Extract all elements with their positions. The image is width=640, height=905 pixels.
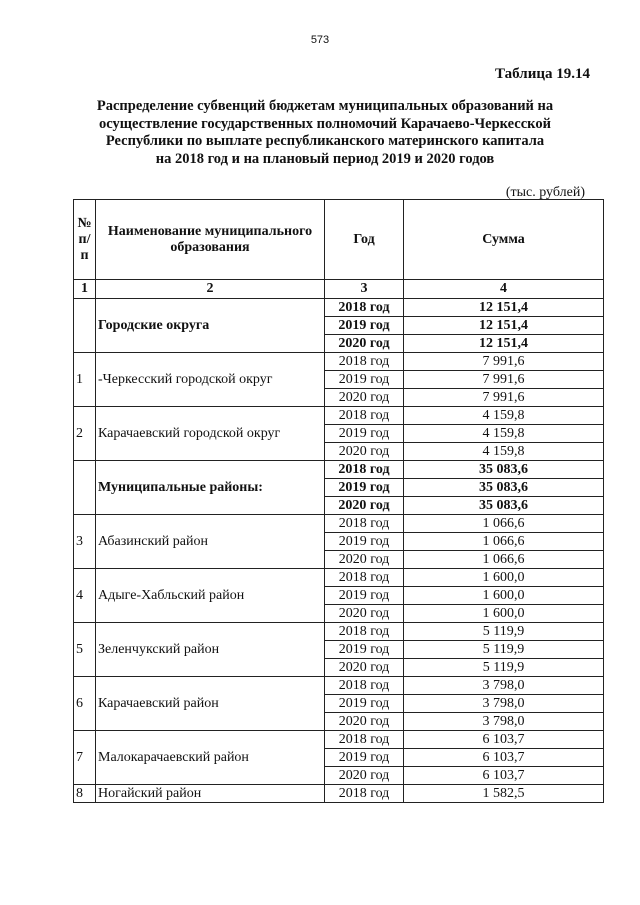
year-cell: 2020 год [325, 443, 404, 461]
municipality-name: Карачаевский городской округ [96, 407, 325, 461]
municipality-name: Городские округа [96, 299, 325, 353]
year-cell: 2018 год [325, 785, 404, 803]
year-cell: 2020 год [325, 551, 404, 569]
sum-cell: 35 083,6 [404, 497, 604, 515]
sum-cell: 3 798,0 [404, 713, 604, 731]
column-index: 2 [96, 280, 325, 299]
row-number [74, 461, 96, 515]
column-index: 4 [404, 280, 604, 299]
municipality-name: -Черкесский городской округ [96, 353, 325, 407]
year-cell: 2019 год [325, 695, 404, 713]
column-index: 3 [325, 280, 404, 299]
year-cell: 2020 год [325, 389, 404, 407]
year-cell: 2018 год [325, 299, 404, 317]
sum-cell: 12 151,4 [404, 299, 604, 317]
year-cell: 2019 год [325, 641, 404, 659]
page-number: 573 [310, 34, 330, 46]
row-number: 5 [74, 623, 96, 677]
table-header-row [74, 200, 604, 280]
sum-cell: 1 600,0 [404, 587, 604, 605]
sum-cell: 7 991,6 [404, 371, 604, 389]
column-index: 1 [74, 280, 96, 299]
year-cell: 2019 год [325, 479, 404, 497]
municipality-name: Зеленчукский район [96, 623, 325, 677]
sum-cell: 35 083,6 [404, 461, 604, 479]
sum-cell: 1 066,6 [404, 533, 604, 551]
sum-cell: 3 798,0 [404, 677, 604, 695]
year-cell: 2019 год [325, 533, 404, 551]
header-sum: Сумма [404, 200, 604, 280]
year-cell: 2018 год [325, 353, 404, 371]
sum-cell: 5 119,9 [404, 659, 604, 677]
table-row [74, 623, 604, 641]
row-number: 2 [74, 407, 96, 461]
municipality-name: Малокарачаевский район [96, 731, 325, 785]
header-year: Год [325, 200, 404, 280]
table-row [74, 785, 604, 803]
year-cell: 2019 год [325, 749, 404, 767]
subvention-table [73, 199, 604, 803]
header-number-line: п [80, 247, 89, 263]
sum-cell: 6 103,7 [404, 749, 604, 767]
year-cell: 2018 год [325, 731, 404, 749]
row-number: 6 [74, 677, 96, 731]
municipality-name: Муниципальные районы: [96, 461, 325, 515]
sum-cell: 1 582,5 [404, 785, 604, 803]
document-title [70, 98, 580, 168]
sum-cell: 1 066,6 [404, 515, 604, 533]
sum-cell: 1 600,0 [404, 569, 604, 587]
table-row [74, 461, 604, 479]
year-cell: 2019 год [325, 587, 404, 605]
sum-cell: 7 991,6 [404, 389, 604, 407]
sum-cell: 3 798,0 [404, 695, 604, 713]
sum-cell: 12 151,4 [404, 335, 604, 353]
year-cell: 2020 год [325, 767, 404, 785]
row-number: 3 [74, 515, 96, 569]
title-line: осуществление государственных полномочий Карачаево-Черкесской [99, 115, 551, 132]
year-cell: 2018 год [325, 407, 404, 425]
sum-cell: 6 103,7 [404, 767, 604, 785]
table-row [74, 731, 604, 749]
table-row [74, 299, 604, 317]
row-number: 1 [74, 353, 96, 407]
year-cell: 2019 год [325, 317, 404, 335]
sum-cell: 12 151,4 [404, 317, 604, 335]
table-row [74, 353, 604, 371]
table-row [74, 515, 604, 533]
row-number: 8 [74, 785, 96, 803]
header-number-line: п/ [78, 231, 91, 247]
title-line: Республики по выплате республиканского материнского капитала [105, 133, 545, 149]
municipality-name: Адыге-Хабльский район [96, 569, 325, 623]
sum-cell: 5 119,9 [404, 641, 604, 659]
header-number-line: № [77, 215, 92, 231]
row-number: 7 [74, 731, 96, 785]
year-cell: 2020 год [325, 335, 404, 353]
year-cell: 2018 год [325, 623, 404, 641]
units-note: (тыс. рублей) [505, 185, 585, 200]
table-row [74, 407, 604, 425]
year-cell: 2018 год [325, 677, 404, 695]
year-cell: 2018 год [325, 515, 404, 533]
year-cell: 2018 год [325, 569, 404, 587]
year-cell: 2019 год [325, 425, 404, 443]
municipality-name: Ногайский район [96, 785, 325, 803]
table-label: Таблица 19.14 [495, 66, 590, 82]
sum-cell: 5 119,9 [404, 623, 604, 641]
year-cell: 2020 год [325, 713, 404, 731]
row-number [74, 299, 96, 353]
municipality-name: Карачаевский район [96, 677, 325, 731]
title-line: на 2018 год и на плановый период 2019 и 2020 годов [155, 150, 495, 167]
year-cell: 2018 год [325, 461, 404, 479]
year-cell: 2020 год [325, 659, 404, 677]
sum-cell: 1 600,0 [404, 605, 604, 623]
row-number: 4 [74, 569, 96, 623]
sum-cell: 6 103,7 [404, 731, 604, 749]
table-body [74, 299, 604, 803]
sum-cell: 4 159,8 [404, 425, 604, 443]
header-name: Наименование муниципального образования [96, 200, 325, 280]
sum-cell: 4 159,8 [404, 443, 604, 461]
table-row [74, 677, 604, 695]
year-cell: 2019 год [325, 371, 404, 389]
sum-cell: 4 159,8 [404, 407, 604, 425]
sum-cell: 35 083,6 [404, 479, 604, 497]
sum-cell: 7 991,6 [404, 353, 604, 371]
title-line: Распределение субвенций бюджетам муниципальных образований на [96, 98, 554, 114]
column-index-row [74, 280, 604, 299]
year-cell: 2020 год [325, 497, 404, 515]
header-number [74, 200, 96, 280]
table-row [74, 569, 604, 587]
year-cell: 2020 год [325, 605, 404, 623]
sum-cell: 1 066,6 [404, 551, 604, 569]
municipality-name: Абазинский район [96, 515, 325, 569]
